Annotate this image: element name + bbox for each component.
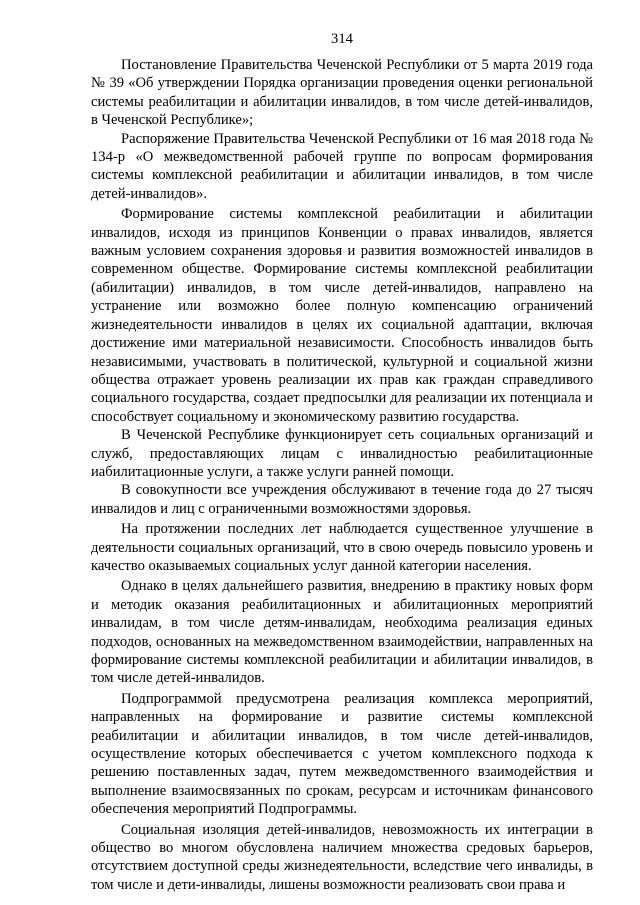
paragraph-development: Однако в целях дальнейшего развития, внедрению в практику новых форм и методик оказания реабилитационных и абилитационных мероприятий инвалидам, в том числе детям-инвалидам, необходима реализация единых подходов, основанных на межведомственном взаимодействии, направленных на формирование системы комплексной реабилитации и абилитации инвалидов, в том числе детей-инвалидов.: [91, 578, 593, 687]
paragraph-institutions-count: В совокупности все учреждения обслуживают в течение года до 27 тысяч инвалидов и лиц с ограниченными возможностями здоровья.: [91, 482, 593, 517]
paragraph-improvement: На протяжении последних лет наблюдается существенное улучшение в деятельности социальных организаций, что в свою очередь повысило уровень и качество оказываемых социальных услуг данной категории населения.: [91, 521, 593, 574]
paragraph-subprogram: Подпрограммой предусмотрена реализация комплекса мероприятий, направленных на формирование и развитие системы комплексной реабилитации и абилитации инвалидов, в том числе детей-инвалидов, осуществление которых обеспечивается с учетом комплексного подхода к решению поставленных задач, путем межведомственного взаимодействия и выполнение взаимосвязанных по срокам, ресурсам и источникам финансового обеспечения мероприятий Подпрограммы.: [91, 690, 593, 818]
paragraph-social-isolation: Социальная изоляция детей-инвалидов, невозможность их интеграции в общество во многом обусловлена наличием множества средовых барьеров, отсутствием доступной среды жизнедеятельности, вследствие чего инвалиды, в том числе и дети-инвалиды, лишены возможности реализовать свои права и: [91, 821, 593, 893]
paragraph-rehabilitation-system: Формирование системы комплексной реабилитации и абилитации инвалидов, исходя из принципов Конвенции о правах инвалидов, является важным условием сохранения здоровья и развития возможностей инвалидов в современном обществе. Формирование системы комплексной реабилитации (абилитации) инвалидов, в том числе детей-инвалидов, направлено на устранение или возможно более полную компенсацию ограничений жизнедеятельности инвалидов в целях их социальной адаптации, включая достижение ими материальной независимости. Способность инвалидов быть независимыми, участвовать в политической, культурной и социальной жизни общества отражает уровень реализации их прав как граждан справедливого социального государства, создает предпосылки для реализации их потенциала и способствует социальному и экономическому развитию государства.: [91, 206, 593, 425]
document-page: [91, 30, 593, 894]
page-number: 314: [331, 31, 353, 47]
paragraph-order-2018: Распоряжение Правительства Чеченской Республики от 16 мая 2018 года № 134-р «О межведомственной рабочей группе по вопросам формирования системы комплексной реабилитации и абилитации инвалидов, в том числе детей-инвалидов».: [91, 130, 593, 202]
paragraph-social-network: В Чеченской Республике функционирует сеть социальных организаций и служб, предоставляющих лицам с инвалидностью реабилитационные иабилитационные услуги, а также услуги ранней помощи.: [91, 427, 593, 480]
paragraph-decree-2019: Постановление Правительства Чеченской Республики от 5 марта 2019 года № 39 «Об утверждении Порядка организации проведения оценки региональной системы реабилитации и абилитации инвалидов, в том числе детей-инвалидов, в Чеченской Республике»;: [91, 57, 593, 129]
